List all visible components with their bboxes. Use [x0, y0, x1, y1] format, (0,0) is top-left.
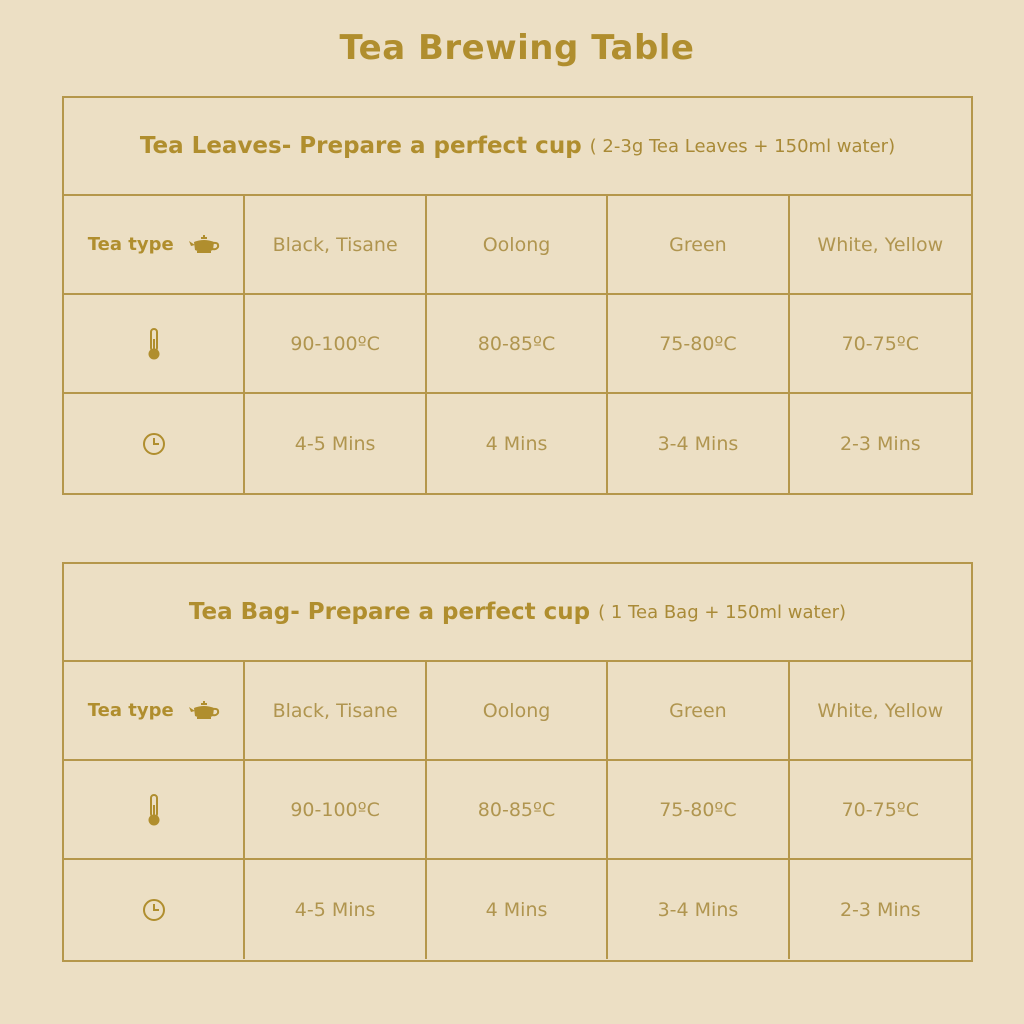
- temperature-label-cell: [64, 295, 245, 392]
- tea-type-label: Tea type: [87, 700, 174, 721]
- page-title: Tea Brewing Table: [339, 28, 695, 68]
- tea-type-cell: Black, Tisane: [245, 662, 426, 759]
- table-heading-title: Tea Leaves- Prepare a perfect cup: [139, 133, 582, 159]
- temperature-cell: 75-80ºC: [608, 761, 789, 858]
- temperature-cell: 70-75ºC: [841, 798, 920, 821]
- temperature-label-cell: [64, 761, 245, 858]
- tea-type-row: [64, 662, 971, 761]
- thermometer-icon: [146, 327, 162, 361]
- table-heading: [64, 98, 971, 196]
- tea-type-cell: Green: [608, 196, 789, 293]
- temperature-cell: 90-100ºC: [245, 295, 426, 392]
- time-cell: 2-3 Mins: [839, 898, 921, 921]
- time-cell: 3-4 Mins: [608, 860, 789, 959]
- temperature-cell: 75-80ºC: [608, 295, 789, 392]
- tea-leaves-table: [62, 96, 973, 495]
- tea-bag-table: [62, 562, 973, 962]
- table-heading-note: ( 1 Tea Bag + 150ml water): [598, 601, 847, 623]
- time-cell: 2-3 Mins: [839, 432, 921, 455]
- time-cell: 4 Mins: [427, 860, 608, 959]
- tea-type-label: Tea type: [87, 234, 174, 255]
- clock-icon: [142, 898, 166, 922]
- clock-icon: [142, 432, 166, 456]
- tea-type-cell: Oolong: [427, 662, 608, 759]
- time-row: [64, 860, 971, 959]
- temperature-row: [64, 761, 971, 860]
- teapot-icon: [188, 234, 220, 256]
- tea-type-cell: White, Yellow: [817, 699, 944, 722]
- tea-type-cell: Black, Tisane: [245, 196, 426, 293]
- tea-type-cell: White, Yellow: [817, 233, 944, 256]
- table-heading: [64, 564, 971, 662]
- time-label-cell: [64, 394, 245, 493]
- tea-type-label-cell: [64, 662, 245, 759]
- tea-type-cell: Oolong: [427, 196, 608, 293]
- time-cell: 4 Mins: [427, 394, 608, 493]
- time-row: [64, 394, 971, 493]
- tea-type-cell: Green: [608, 662, 789, 759]
- table-heading-note: ( 2-3g Tea Leaves + 150ml water): [589, 135, 896, 157]
- time-cell: 3-4 Mins: [608, 394, 789, 493]
- temperature-cell: 80-85ºC: [427, 761, 608, 858]
- thermometer-icon: [146, 793, 162, 827]
- time-cell: 4-5 Mins: [245, 860, 426, 959]
- tea-type-row: [64, 196, 971, 295]
- tea-type-label-cell: [64, 196, 245, 293]
- temperature-cell: 80-85ºC: [427, 295, 608, 392]
- temperature-row: [64, 295, 971, 394]
- time-cell: 4-5 Mins: [245, 394, 426, 493]
- temperature-cell: 70-75ºC: [841, 332, 920, 355]
- temperature-cell: 90-100ºC: [245, 761, 426, 858]
- table-heading-title: Tea Bag- Prepare a perfect cup: [188, 599, 591, 625]
- teapot-icon: [188, 700, 220, 722]
- time-label-cell: [64, 860, 245, 959]
